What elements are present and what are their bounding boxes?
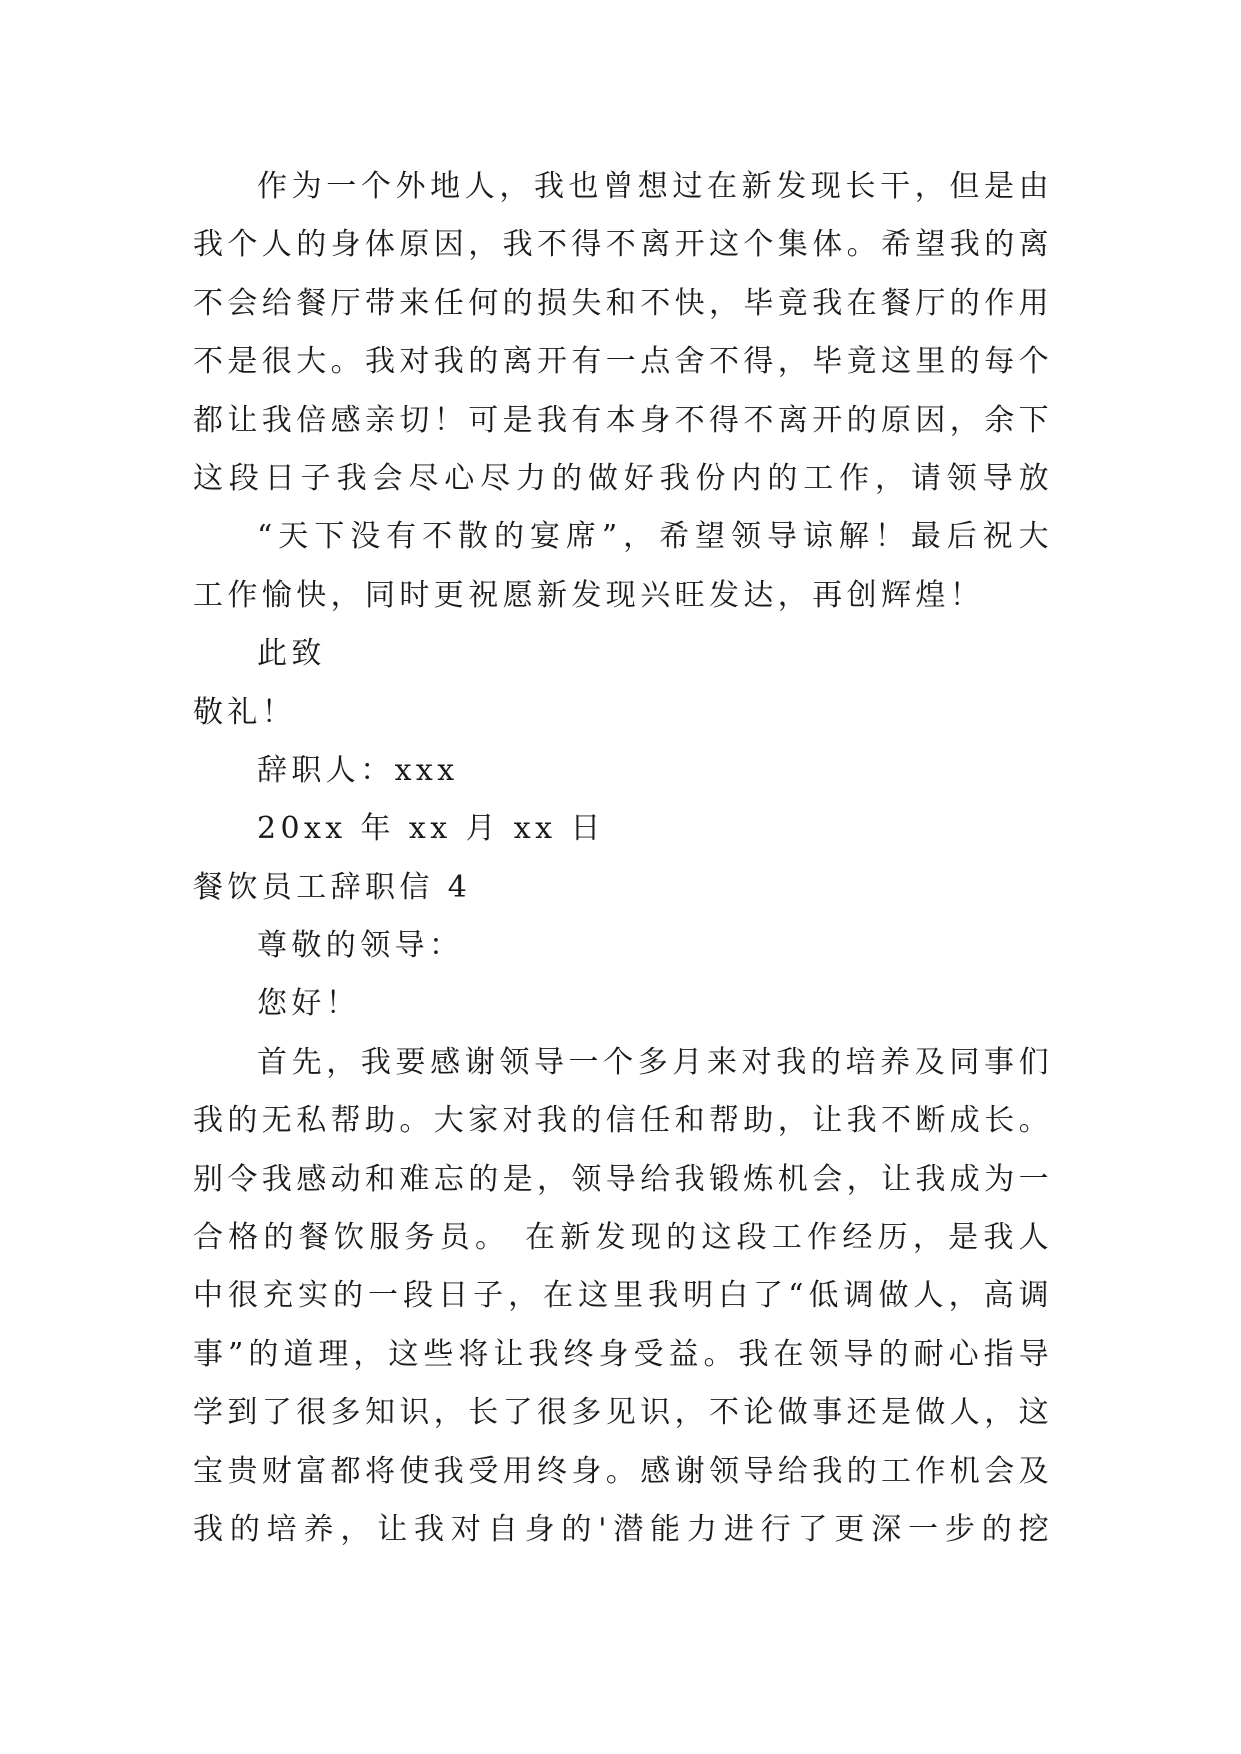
closing-salutation: 此致: [257, 636, 326, 672]
text-line: 首先，我要感谢领导一个多月来对我的培养及同事们: [257, 1044, 1053, 1080]
text-line: 我的无私帮助。大家对我的信任和帮助，让我不断成长。: [193, 1103, 1053, 1139]
text-line: 我个人的身体原因，我不得不离开这个集体。希望我的离: [193, 227, 1053, 263]
text-line: 工作愉快，同时更祝愿新发现兴旺发达，再创辉煌！: [193, 577, 985, 613]
document-page: [193, 158, 1053, 1559]
closing-regards: 敬礼！: [193, 694, 297, 730]
greeting: 尊敬的领导：: [257, 928, 464, 964]
text-line: 不是很大。我对我的离开有一点舍不得，毕竟这里的每个: [193, 344, 1053, 380]
text-line: 学到了很多知识，长了很多见识，不论做事还是做人，这: [193, 1395, 1053, 1431]
date-line: 20xx 年 xx 月 xx 日: [257, 811, 605, 847]
text-line: 中很充实的一段日子，在这里我明白了“低调做人，高调: [193, 1278, 1053, 1314]
text-line: 宝贵财富都将使我受用终身。感谢领导给我的工作机会及: [193, 1453, 1053, 1489]
text-line: “天下没有不散的宴席”，希望领导谅解！最后祝大: [257, 519, 1053, 555]
text-line: 合格的餐饮服务员。 在新发现的这段工作经历，是我人: [193, 1220, 1053, 1256]
text-line: 这段日子我会尽心尽力的做好我份内的工作，请领导放: [193, 460, 1053, 496]
text-line: 作为一个外地人，我也曾想过在新发现长干，但是由: [257, 169, 1053, 204]
text-line: 不会给餐厅带来任何的损失和不快，毕竟我在餐厅的作用: [193, 285, 1053, 321]
text-line: 事”的道理，这些将让我终身受益。我在领导的耐心指导: [193, 1336, 1053, 1372]
greeting-hello: 您好！: [257, 986, 361, 1022]
text-line: 别令我感动和难忘的是，领导给我锻炼机会，让我成为一: [193, 1161, 1053, 1197]
text-line: 我的培养，让我对自身的'潜能力进行了更深一步的挖: [193, 1511, 1053, 1547]
letter-title: 餐饮员工辞职信 4: [193, 869, 472, 905]
text-line: 都让我倍感亲切！可是我有本身不得不离开的原因，余下: [193, 402, 1053, 438]
signature: 辞职人：xxx: [257, 752, 459, 788]
